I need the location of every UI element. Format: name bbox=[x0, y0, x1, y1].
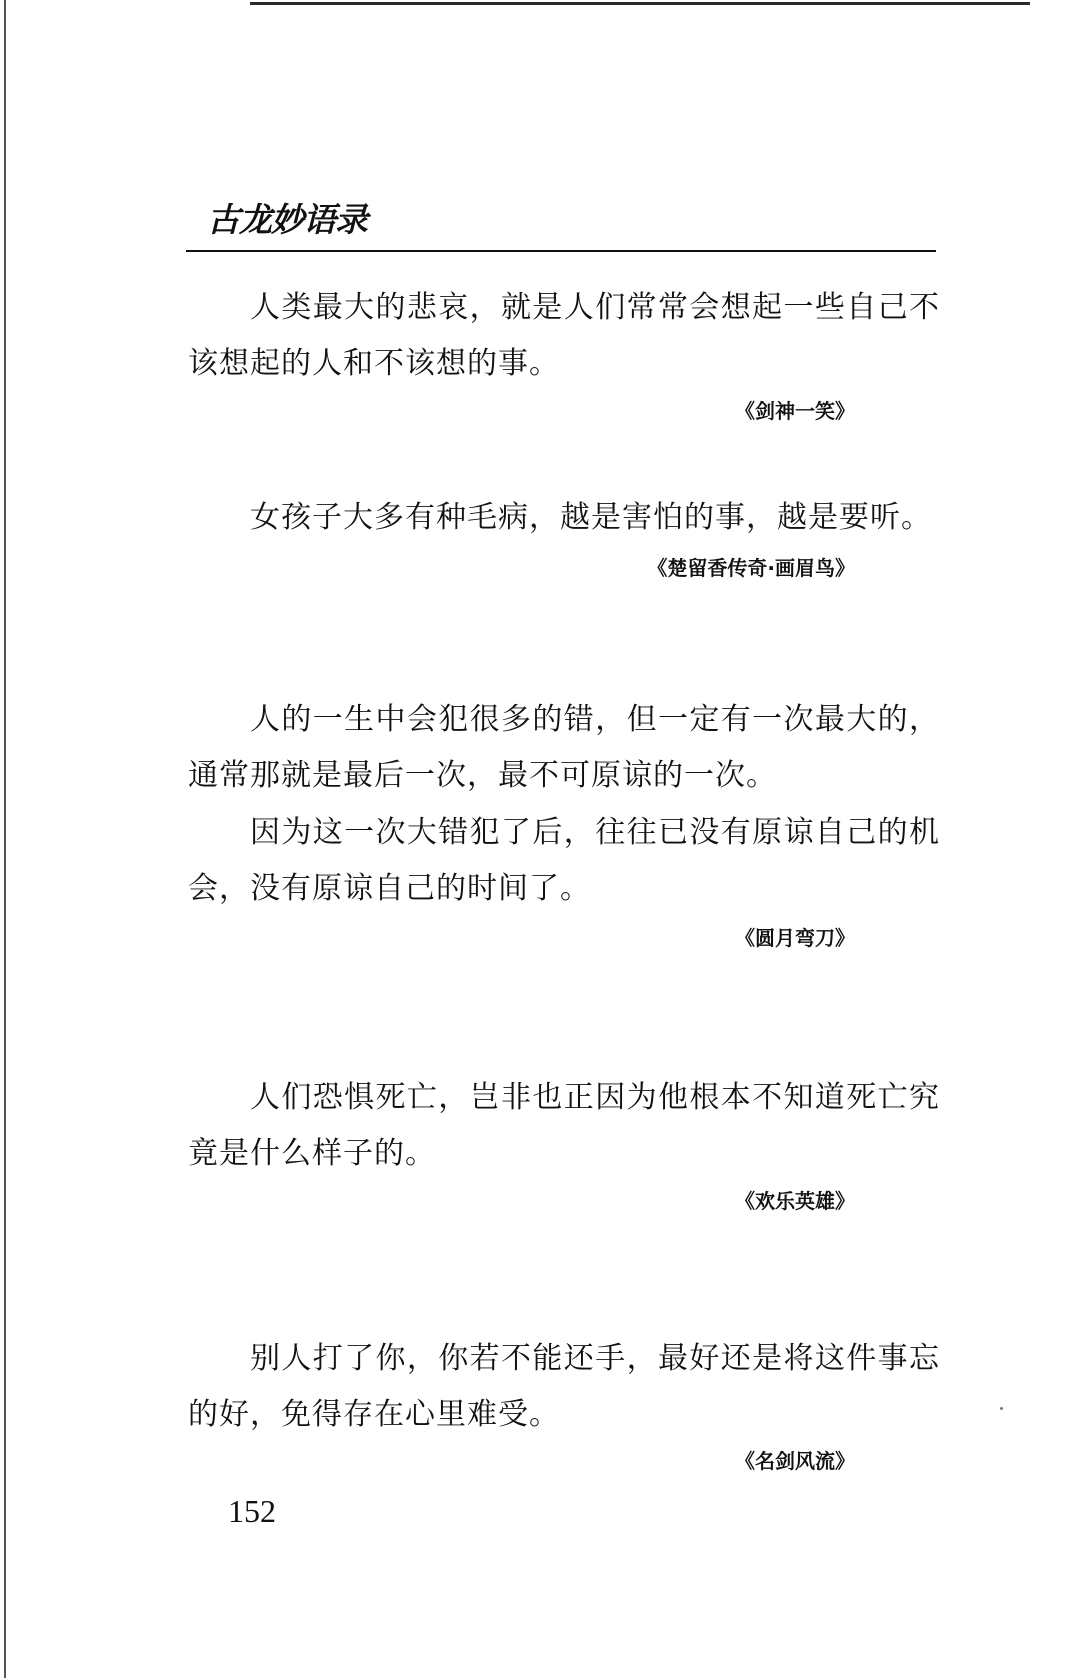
running-title: 古龙妙语录 bbox=[207, 200, 367, 239]
quote-2-source: 《楚留香传奇·画眉鸟》 bbox=[647, 556, 855, 580]
quote-5-paragraph-1: 别人打了你，你若不能还手，最好还是将这件事忘的好，免得存在心里难受。 bbox=[188, 1341, 940, 1432]
quote-1-paragraph-1: 人类最大的悲哀，就是人们常常会想起一些自己不该想起的人和不该想的事。 bbox=[188, 290, 940, 381]
quote-4-paragraph-1: 人们恐惧死亡，岂非也正因为他根本不知道死亡究竟是什么样子的。 bbox=[188, 1080, 940, 1171]
quote-3-paragraph-2: 因为这一次大错犯了后，往往已没有原谅自己的机会，没有原谅自己的时间了。 bbox=[188, 815, 940, 906]
scan-left-edge bbox=[4, 0, 6, 1678]
header-rule bbox=[186, 250, 936, 252]
quote-1-source: 《剑神一笑》 bbox=[735, 399, 855, 423]
quote-3-paragraph-1: 人的一生中会犯很多的错，但一定有一次最大的，通常那就是最后一次，最不可原谅的一次。 bbox=[188, 702, 940, 793]
quote-3-source: 《圆月弯刀》 bbox=[735, 926, 855, 950]
quote-2-paragraph-1: 女孩子大多有种毛病，越是害怕的事，越是要听。 bbox=[250, 500, 932, 535]
scan-speck bbox=[1000, 1407, 1003, 1410]
page-number: 152 bbox=[228, 1493, 276, 1529]
quote-5-source: 《名剑风流》 bbox=[735, 1449, 855, 1473]
quote-4-source: 《欢乐英雄》 bbox=[735, 1189, 855, 1213]
scan-top-line bbox=[250, 2, 1030, 5]
